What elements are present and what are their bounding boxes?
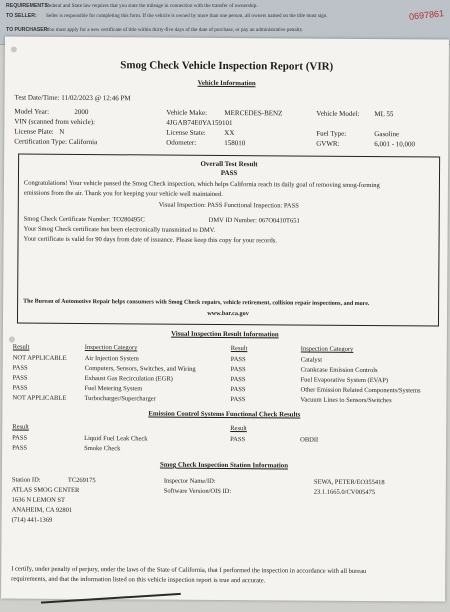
functional-left-result: PASS xyxy=(12,434,28,442)
make-label: Vehicle Make: xyxy=(166,108,208,117)
visual-left-result: NOT APPLICABLE xyxy=(12,394,67,402)
inspector-label: Inspector Name/ID: xyxy=(163,477,216,485)
vin-value: 4JGAB74E0YA159101 xyxy=(166,118,233,128)
certify-line-2: requirements, and that the information listed on this vehicle inspection report is true and accurate. xyxy=(11,575,266,585)
visual-col-category-right: Inspection Category xyxy=(300,345,354,353)
state-label: License State: xyxy=(166,128,206,137)
visual-col-result: Result xyxy=(12,343,30,351)
overall-heading: Overall Test Result xyxy=(200,159,258,169)
station-id-label: Station ID: xyxy=(11,476,41,484)
visual-right-result: PASS xyxy=(230,376,246,384)
visual-right-category: Vacuum Lines to Sensors/Switches xyxy=(300,396,392,405)
visual-left-result: PASS xyxy=(12,364,28,372)
bar-notice: The Bureau of Automotive Repair helps consumers with Smog Check repairs, vehicle retirement, collision repair inspections, and more. xyxy=(23,298,370,308)
state-value: XX xyxy=(224,128,235,138)
model-value: ML 55 xyxy=(374,110,394,119)
vir-document xyxy=(1,36,449,601)
validity-note: Your certificate is valid for 90 days from date of issuance. Please keep this copy for your records. xyxy=(23,235,277,245)
model-label: Vehicle Model: xyxy=(316,109,360,118)
station-info-heading: Smog Check Inspection Station Information xyxy=(159,461,289,470)
visual-left-result: PASS xyxy=(12,384,28,392)
visual-left-result: PASS xyxy=(12,374,28,382)
visual-right-category: Catalyst xyxy=(300,356,323,364)
visual-right-result: PASS xyxy=(230,396,246,404)
inspector-value: SEWA, PETER/EO355418 xyxy=(313,478,385,487)
station-id-value: TC269175 xyxy=(67,476,96,485)
plate-value: N xyxy=(59,127,65,136)
punch-hole xyxy=(11,46,17,52)
visual-left-category: Exhaust Gas Recirculation (EGR) xyxy=(84,375,173,383)
inspector-signature xyxy=(41,593,181,610)
software-label: Software Version/OIS ID: xyxy=(163,487,232,496)
make-value: MERCEDES-BENZ xyxy=(224,108,283,118)
software-value: 23.1.1665.0/CV005475 xyxy=(313,488,376,497)
form-row-seller: TO SELLER: Seller is responsible for completing this form. If the vehicle is owned by more than one person, all owners named on the title must sign. xyxy=(6,13,328,19)
vin-label: VIN (scanned from vehicle): xyxy=(14,117,96,127)
model-year-value: 2000 xyxy=(74,107,89,117)
fuel-label: Fuel Type: xyxy=(316,129,347,138)
functional-left-category: Smoke Check xyxy=(84,445,121,453)
transmitted-note: Your Smog Check certificate has been electronically transmitted to DMV. xyxy=(23,225,216,234)
functional-col-result-right: Result xyxy=(230,425,247,433)
certification-type: Certification Type: California xyxy=(14,137,98,147)
visual-right-result: PASS xyxy=(230,356,246,364)
functional-right-category: OBDII xyxy=(300,436,319,444)
visual-left-category: Computers, Sensors, Switches, and Wiring xyxy=(84,365,196,373)
punch-hole xyxy=(9,336,15,342)
visual-col-category: Inspection Category xyxy=(84,344,138,352)
plate-label: License Plate: xyxy=(14,127,54,136)
gvwr-value: 6,001 - 10,000 xyxy=(374,140,416,149)
visual-inspection-heading: Visual Inspection Result Information xyxy=(171,330,279,339)
visual-right-category: Other Emission Related Components/Systems xyxy=(300,386,421,395)
overall-result: PASS xyxy=(220,168,238,178)
visual-left-category: Air Injection System xyxy=(84,355,139,363)
form-row-requirements: REQUIREMENTS:Federal and State law requires that you state the mileage in connection with the transfer of ownership. xyxy=(6,3,258,9)
odometer-value: 158010 xyxy=(224,138,246,148)
visual-left-category: Fuel Metering System xyxy=(84,385,143,393)
functional-col-result: Result xyxy=(12,423,29,431)
functional-right-result: PASS xyxy=(230,436,246,444)
visual-right-category: Crankcase Emission Controls xyxy=(300,366,378,375)
functional-left-result: PASS xyxy=(12,444,28,452)
odometer-label: Odometer: xyxy=(166,138,197,147)
form-row-purchaser: TO PURCHASER:You must apply for a new certificate of title within thirty-five days of the date of purchase, or pay an administrative penalty. xyxy=(6,27,304,33)
fuel-value: Gasoline xyxy=(374,130,400,139)
form-number-stamp: 0697861 xyxy=(408,8,445,22)
congrats-line-2: emissions from the air. Thank you for keeping your vehicle well maintained. xyxy=(23,189,223,198)
station-name: ATLAS SMOG CENTER xyxy=(11,486,80,494)
visual-left-result: NOT APPLICABLE xyxy=(12,354,67,362)
visual-right-category: Fuel Evaporative System (EVAP) xyxy=(300,376,389,385)
model-year-label: Model Year: xyxy=(14,107,50,116)
test-datetime: Test Date/Time: 11/02/2023 @ 12:46 PM xyxy=(14,93,131,103)
vehicle-info-heading: Vehicle Information xyxy=(197,79,256,88)
visual-right-result: PASS xyxy=(230,386,246,394)
gvwr-label: GVWR: xyxy=(316,139,340,148)
visual-col-result-right: Result xyxy=(230,345,248,353)
visual-right-result: PASS xyxy=(230,366,246,374)
functional-left-category: Liquid Fuel Leak Check xyxy=(84,435,148,443)
congrats-line-1: Congratulations! Your vehicle passed the Smog Check inspection, which helps California reach its daily goal of removing smog-forming xyxy=(23,179,380,190)
visual-functional-summary: Visual Inspection: PASS Functional Inspection: PASS xyxy=(158,201,299,210)
document-title: Smog Check Vehicle Inspection Report (VIR) xyxy=(120,59,334,73)
certify-line-1: I certify, under penalty of perjury, under the laws of the State of California, that I performed the inspection in accordance with all bureau xyxy=(11,565,367,575)
station-street: 1636 N LEMON ST xyxy=(11,496,66,504)
overall-result-box xyxy=(17,154,440,327)
station-city: ANAHEIM, CA 92801 xyxy=(11,506,73,514)
dmv-id-number: DMV ID Number: 067O0410T651 xyxy=(208,216,300,225)
functional-check-heading: Emission Control Systems Functional Check Results xyxy=(148,410,301,419)
visual-left-category: Turbocharger/Supercharger xyxy=(84,395,156,403)
station-phone: (714) 441-1369 xyxy=(11,516,53,524)
certificate-number: Smog Check Certificate Number: TO280495C xyxy=(23,215,145,224)
bar-website: www.bar.ca.gov xyxy=(207,309,249,318)
